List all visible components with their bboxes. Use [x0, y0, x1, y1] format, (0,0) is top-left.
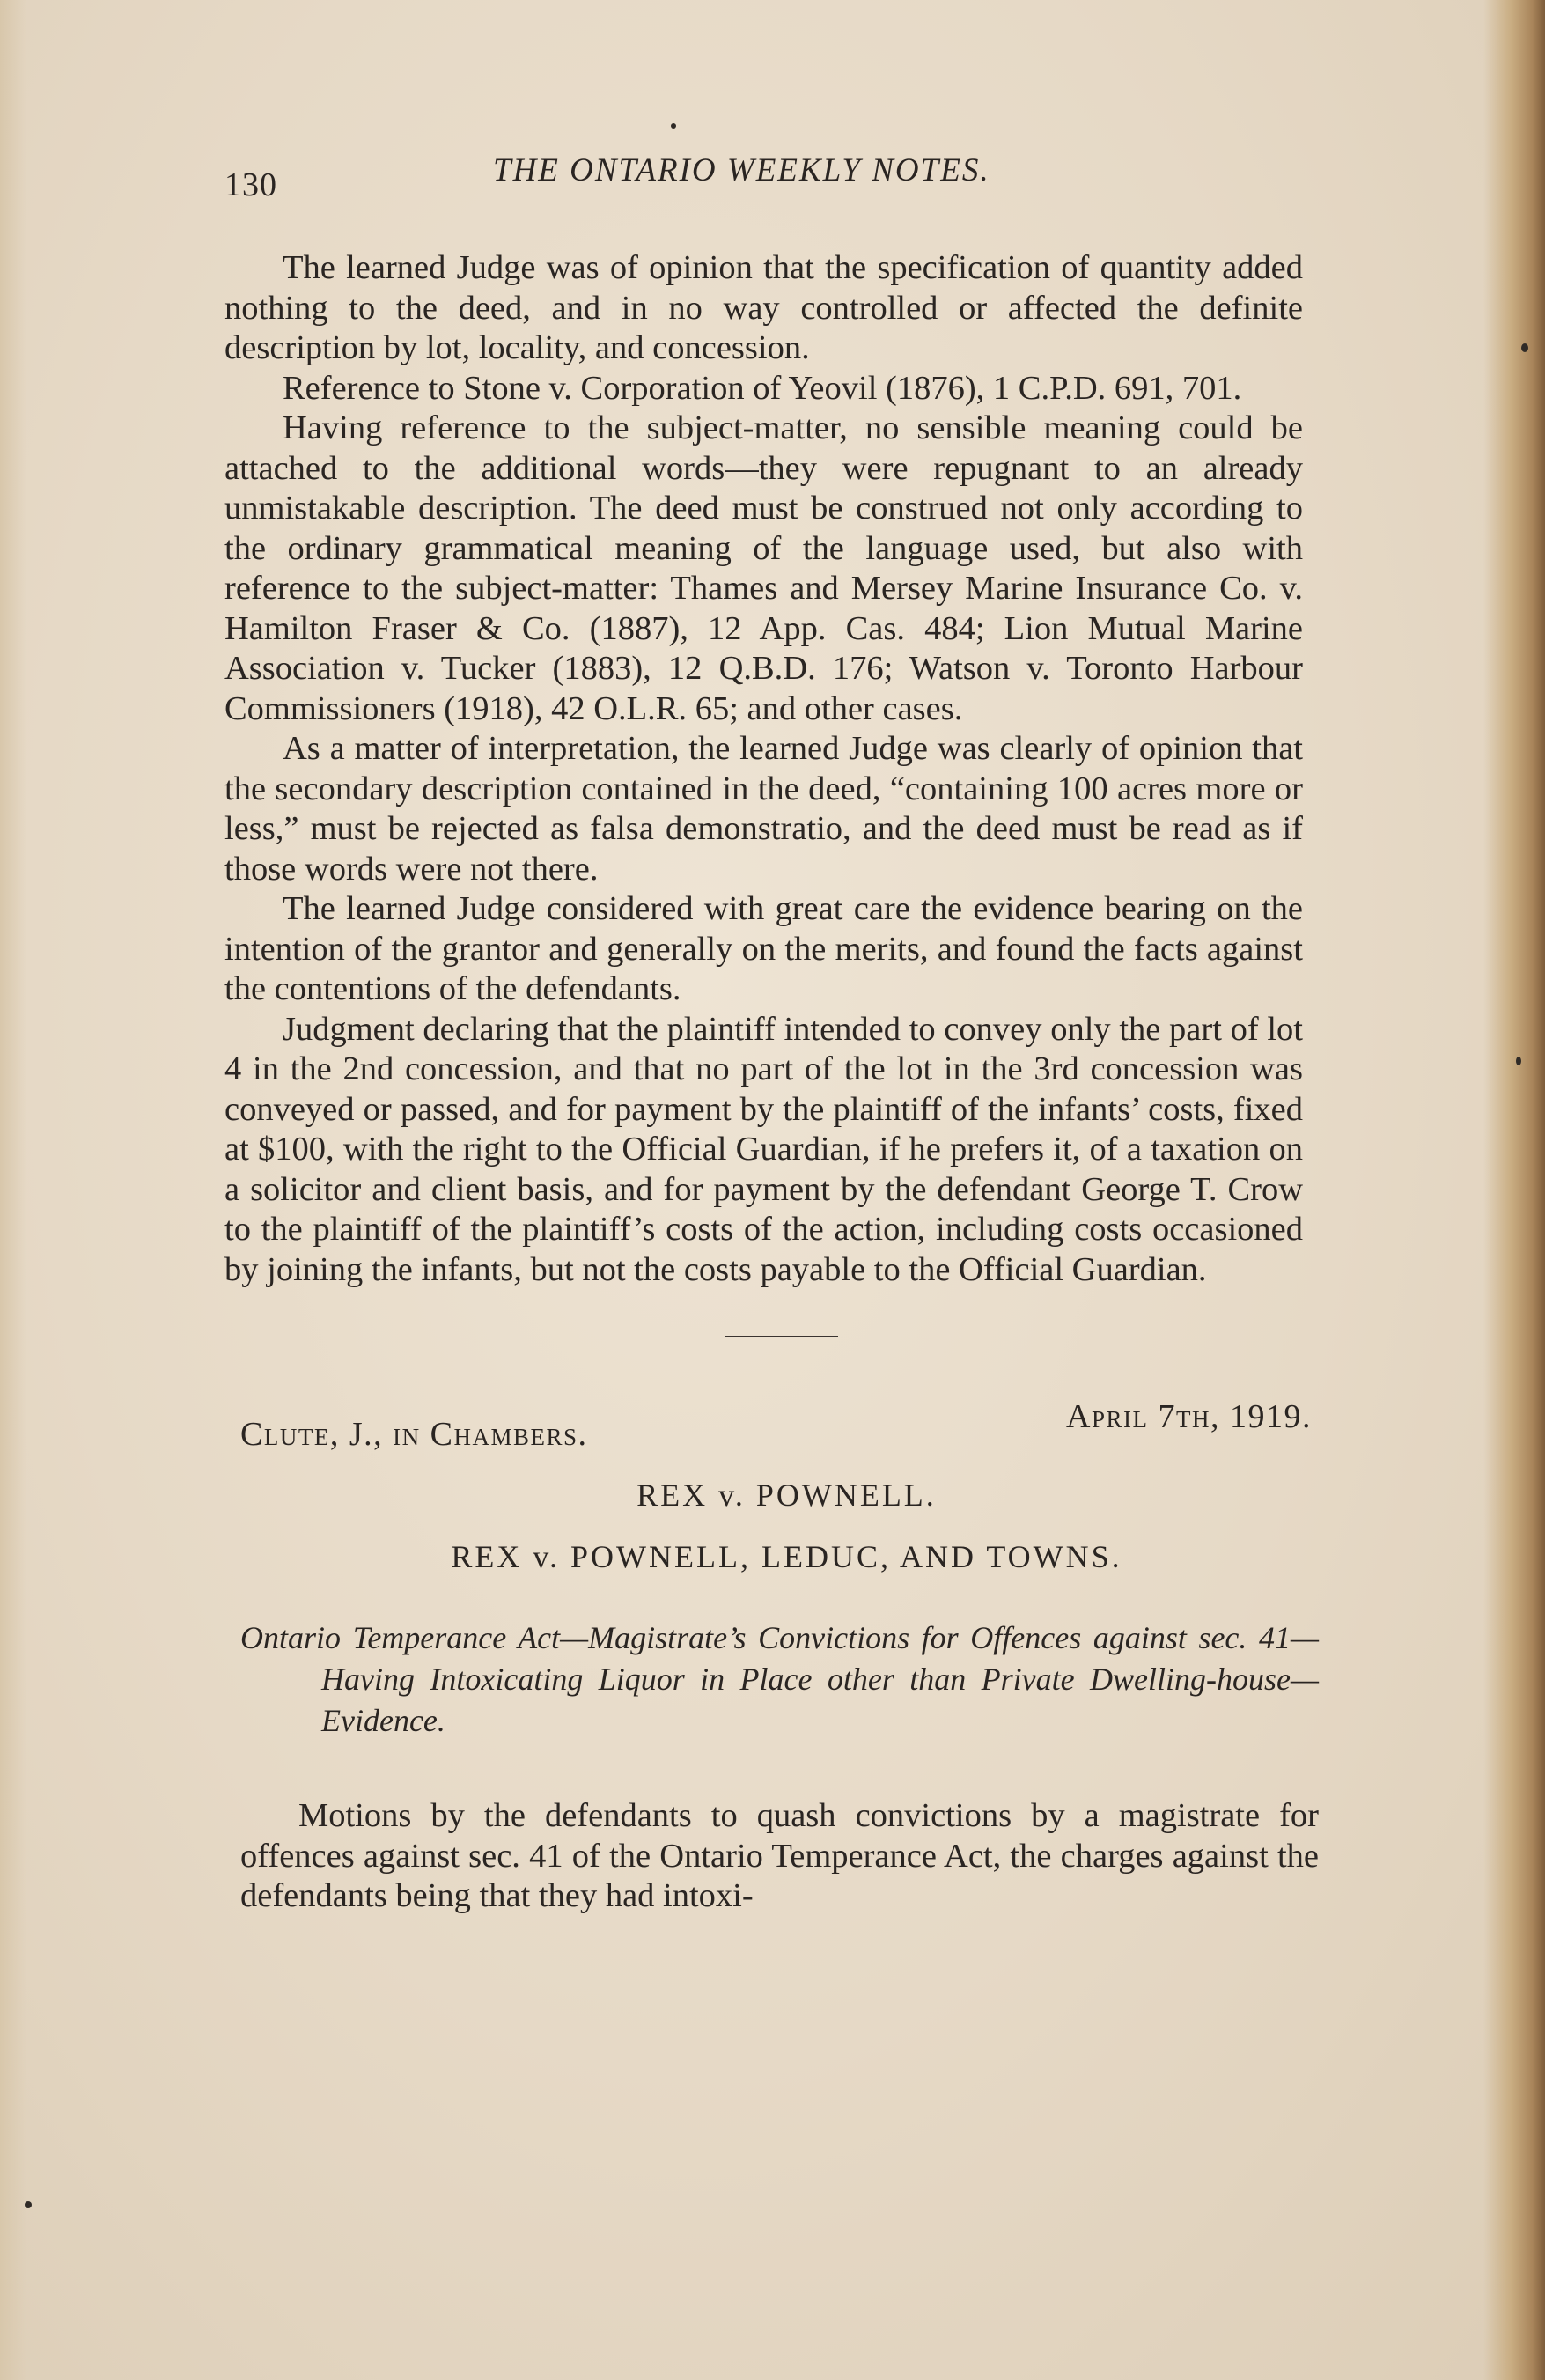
paragraph: As a matter of interpretation, the learned Judge was clearly of opinion that the secondary description contained in the deed, “containing 100 acres more or less,” must be rejected as falsa demonstratio, and the deed must be read as if those words were not there. — [224, 730, 1303, 888]
running-head — [224, 141, 1303, 203]
journal-title: THE ONTARIO WEEKLY NOTES. — [493, 152, 990, 188]
page-right-edge — [1483, 0, 1545, 2380]
section-divider — [725, 1336, 838, 1337]
motion-paragraph: Motions by the defendants to quash convictions by a magistrate for offences against sec. 41 of the Ontario Temperance Act, the charges against the defendants being that they had intoxi- — [240, 1797, 1319, 1914]
ink-speck — [1521, 343, 1528, 352]
paragraph: Reference to Stone v. Corporation of Yeovil (1876), 1 C.P.D. 691, 701. — [283, 369, 1242, 407]
paragraph: The learned Judge considered with great care the evidence bearing on the intention of the grantor and generally on the merits, and found the facts against the contentions of the defendants. — [224, 890, 1303, 1007]
paragraph: The learned Judge was of opinion that the specification of quantity added nothing to the deed, and in no way controlled or affected the definite description by lot, locality, and concession. — [224, 249, 1303, 366]
ink-speck — [671, 123, 676, 129]
page-number: 130 — [224, 166, 277, 203]
case-title: REX v. POWNELL. — [636, 1477, 937, 1513]
headnote: Ontario Temperance Act—Magistrate’s Convictions for Offences against sec. 41—Having Intoxicating Liquor in Place other than Private Dwelling-house—Evidence. — [240, 1620, 1319, 1738]
case-date: April 7th, 1919. — [1066, 1398, 1312, 1435]
case-subtitle: REX v. POWNELL, LEDUC, AND TOWNS. — [451, 1539, 1122, 1574]
ink-speck — [25, 2201, 32, 2208]
page-left-shadow — [0, 0, 26, 2380]
page-content — [224, 141, 1319, 1917]
judgment-text — [224, 248, 1303, 1290]
case-court: Clute, J., in Chambers. — [240, 1416, 588, 1453]
paragraph: Judgment declaring that the plaintiff intended to convey only the part of lot 4 in the 2nd concession, and that no part of the lot in the 3rd concession was conveyed or passed, and for payment by the plaintiff of the infants’ costs, fixed at $100, with the right to the Official Guardian, if he prefers it, of a taxation on a solicitor and client basis, and for payment by the defendant George T. Crow to the plaintiff of the plaintiff’s costs of the action, including costs occasioned by joining the infants, but not the costs payable to the Official Guardian. — [224, 1010, 1303, 1288]
ink-speck — [1516, 1057, 1521, 1065]
case-header — [224, 1397, 1312, 1453]
paragraph: Having reference to the subject-matter, no sensible meaning could be attached to the additional words—they were repugnant to an already unmistakable description. The deed must be construed not only according to the ordinary grammatical meaning of the language used, but also with reference to the subject-matter: Thames and Mersey Marine Insurance Co. v. Hamilton Fraser & Co. (1887), 12 App. Cas. 484; Lion Mutual Marine Association v. Tucker (1883), 12 Q.B.D. 176; Watson v. Toronto Harbour Commissioners (1918), 42 O.L.R. 65; and other cases. — [224, 409, 1303, 727]
